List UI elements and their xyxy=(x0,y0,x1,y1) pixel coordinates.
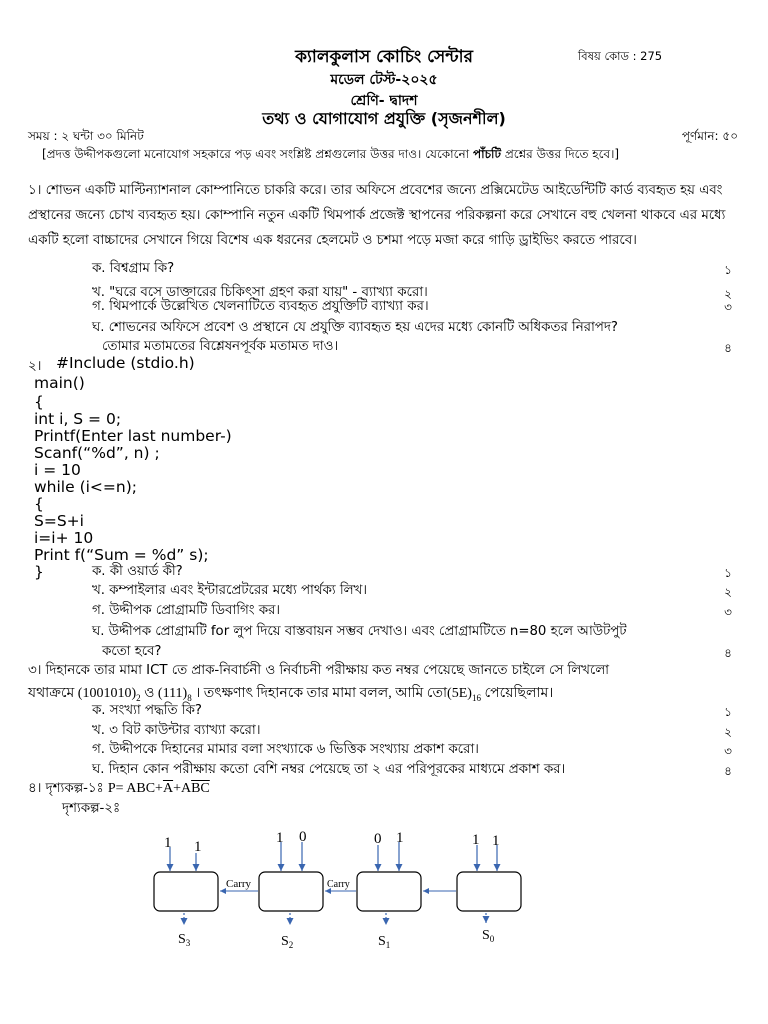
q3-text-a: যথাক্রমে (1001010) xyxy=(28,686,137,701)
q2-code-line: int i, S = 0; xyxy=(34,410,122,428)
q4-scene1-label: ৪। দৃশ্যকল্প-১ঃ xyxy=(28,781,108,796)
q3-part-a: ক. সংখ্যা পদ্ধতি কি? xyxy=(92,703,202,718)
q3-base-8: 8 xyxy=(187,692,192,703)
q1-part-a: ক. বিশ্বগ্রাম কি? xyxy=(92,261,175,276)
q2-mark-b: ২ xyxy=(724,585,732,599)
q2-code-line: Print f(“Sum = %d” s); xyxy=(34,546,209,564)
q2-code-line: #Include (stdio.h) xyxy=(56,354,195,372)
adder-chain-diagram xyxy=(130,825,530,955)
q1-part-d-line2: তোমার মতামতের বিশ্লেষনপূর্বক মতামত দাও। xyxy=(102,339,339,354)
coaching-center-name: ক্যালকুলাস কোচিং সেন্টার xyxy=(295,47,473,67)
q3-text-c: । তৎক্ষণাৎ দিহানকে তার মামা বলল, আমি তো(5E) xyxy=(191,686,472,701)
model-test-title: মডেল টেস্ট-২০২৫ xyxy=(330,72,438,88)
input-label: 1 xyxy=(396,830,404,846)
q2-code-line: S=S+i xyxy=(34,512,84,530)
full-marks: পূর্ণমান: ৫০ xyxy=(681,129,738,143)
input-label: 1 xyxy=(472,832,480,848)
q3-text-b: ও (111) xyxy=(140,686,188,701)
q2-mark-d: ৪ xyxy=(724,646,732,660)
expr-part-overline: $\overline{BC}$ xyxy=(191,781,210,796)
input-label: 1 xyxy=(276,830,284,846)
subject-code: বিষয় কোড : 275 xyxy=(578,49,663,63)
q3-part-c: গ. উদ্দীপকে দিহানের মামার বলা সংখ্যাকে ৬ ভিত্তিক সংখ্যায় প্রকাশ করো। xyxy=(92,742,479,757)
q1-mark-b: ২ xyxy=(724,287,732,301)
input-label: 1 xyxy=(164,835,172,851)
q2-code-line: main() xyxy=(34,374,85,392)
input-label: 0 xyxy=(299,829,307,845)
q2-code-line: { xyxy=(34,393,44,411)
adder-block-2 xyxy=(259,872,323,911)
q3-mark-b: ২ xyxy=(724,725,732,739)
q2-code-line: Scanf(“%d”, n) ; xyxy=(34,444,160,462)
output-label-s3: $S_3$ xyxy=(178,932,191,948)
q2-mark-c: ৩ xyxy=(724,605,732,619)
q3-stem-line1: ৩। দিহানকে তার মামা ICT তে প্রাক-নিবার্চনী ও নির্বাচনী পরীক্ষায় কত নম্বর পেয়েছে জানতে চাইলে সে লিখলো xyxy=(28,663,609,678)
expr-part: +A xyxy=(173,781,192,796)
carry-label: Carry xyxy=(327,879,350,890)
q2-label: ২। xyxy=(28,359,42,374)
class-label: শ্রেণি- দ্বাদশ xyxy=(350,93,418,109)
instructions xyxy=(42,146,619,166)
q1-mark-a: ১ xyxy=(724,263,732,277)
q2-part-a: ক. কী ওয়ার্ড কী? xyxy=(92,564,183,579)
q3-part-d: ঘ. দিহান কোন পরীক্ষায় কতো বেশি নম্বর পেয়েছে তা ২ এর পরিপূরকের মাধ্যমে প্রকাশ কর। xyxy=(92,762,566,777)
output-label-s0: $S_0$ xyxy=(482,928,495,944)
adder-block-3 xyxy=(154,872,218,911)
instruction-text-after: প্রশ্নের উত্তর দিতে হবে।] xyxy=(501,147,620,161)
q1-mark-d: ৪ xyxy=(724,341,732,355)
q2-mark-a: ১ xyxy=(724,566,732,580)
carry-label: Carry xyxy=(226,878,252,890)
adder-block-1 xyxy=(357,872,421,911)
q1-mark-c: ৩ xyxy=(724,300,732,314)
q1-stem: ১। শোভন একটি মাল্টিন্যাশনাল কোম্পানিতে চাকরি করে। তার অফিসে প্রবেশের জন্যে প্রক্সিমেটেড আইডেন্টিটি কার্ড ব্যবহৃত হয় এবং প্রস্থানের জন্যে চোখ ব্যবহৃত হয়। কোম্পানি নতুন একটি থিমপার্ক প্রজেক্ট স্থাপনের পরিকল্পনা করে সেখানে বহু খেলনা থাকবে এর মধ্যে একটি হলো বাচ্চাদের সেখানে গিয়ে বিশেষ এক ধরনের হেলমেট ও চশমা পড়ে মজা করে গাড়ি ড্রাইভিং করতে পারবে। xyxy=(28,183,726,248)
q3-part-b: খ. ৩ বিট কাউন্টার ব্যাখ্যা করো। xyxy=(92,723,261,738)
input-label: 1 xyxy=(492,833,500,849)
q4-expression xyxy=(108,781,210,796)
q1-part-c: গ. থিমপার্কে উল্লেখিত খেলনাটিতে ব্যবহৃত প্রযুক্তিটি ব্যাখ্যা কর। xyxy=(92,299,429,314)
q2-code-line: { xyxy=(34,495,44,513)
exam-time: সময় : ২ ঘন্টা ৩০ মিনিট xyxy=(28,129,144,143)
expr-part: P= ABC+ xyxy=(107,781,163,796)
instruction-bold-count: পাঁচটি xyxy=(472,147,502,161)
q2-part-d-line2: কতো হবে? xyxy=(102,644,162,659)
q3-text-d: পেয়েছিলাম। xyxy=(480,686,554,701)
q2-code-line: } xyxy=(34,563,44,581)
q3-mark-d: ৪ xyxy=(724,764,732,778)
q2-code-line: i=i+ 10 xyxy=(34,529,94,547)
output-label-s2: $S_2$ xyxy=(281,934,294,950)
input-label: 0 xyxy=(374,831,382,847)
output-label-s1: $S_1$ xyxy=(378,934,391,950)
q3-base-2: 2 xyxy=(136,692,141,703)
q2-code-line: Printf(Enter last number-) xyxy=(34,427,232,445)
q3-base-16: 16 xyxy=(471,692,481,703)
q2-part-c: গ. উদ্দীপক প্রোগ্রামটি ডিবাগিং কর। xyxy=(92,603,281,618)
q1-part-b: খ. "ঘরে বসে ডাক্তারের চিকিৎসা গ্রহণ করা যায়" - ব্যাখ্যা করো। xyxy=(92,285,428,300)
instruction-text-before: [প্রদত্ত উদ্দীপকগুলো মনোযোগ সহকারে পড় এবং সংশ্লিষ্ট প্রশ্নগুলোর উত্তর দাও। যেকোনো xyxy=(42,147,473,161)
q1-part-d-line1: ঘ. শোভনের অফিসে প্রবেশ ও প্রস্থানে যে প্রযুক্তি ব্যাবহৃত হয় এদের মধ্যে কোনটি অধিকতর নিরাপদ? xyxy=(92,320,618,335)
q2-part-d-line1: ঘ. উদ্দীপক প্রোগ্রামটি for লুপ দিয়ে বাস্তবায়ন সম্ভব দেখাও। এবং প্রোগ্রামটিতে n=80 হলে আউটপুট xyxy=(92,624,627,639)
q4-scene1 xyxy=(28,778,210,800)
subject-title: তথ্য ও যোগাযোগ প্রযুক্তি (সৃজনশীল) xyxy=(262,109,506,128)
adder-block-0 xyxy=(457,872,521,911)
q3-mark-a: ১ xyxy=(724,705,732,719)
q2-code-line: i = 10 xyxy=(34,461,81,479)
q4-scene2-label: দৃশ্যকল্প-২ঃ xyxy=(62,801,121,816)
q2-code-line: while (i<=n); xyxy=(34,478,137,496)
q3-mark-c: ৩ xyxy=(724,744,732,758)
expr-part-overline: $\overline{A}$ xyxy=(162,781,174,796)
input-label: 1 xyxy=(194,839,202,855)
q2-part-b: খ. কম্পাইলার এবং ইন্টারপ্রেটরের মধ্যে পার্থক্য লিখ। xyxy=(92,583,368,598)
